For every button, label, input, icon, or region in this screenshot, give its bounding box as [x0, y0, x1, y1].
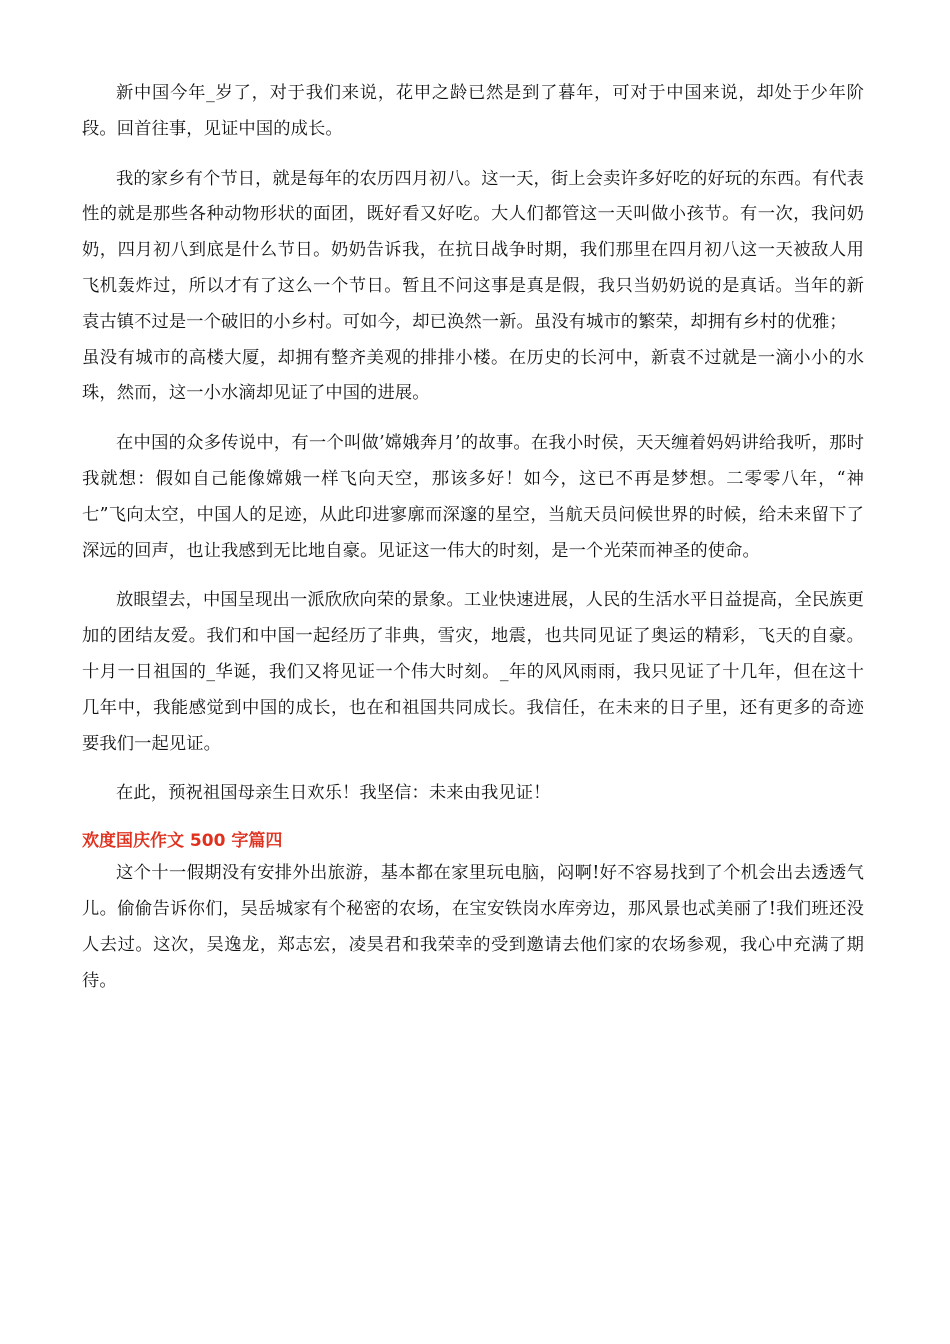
paragraph-intro: 新中国今年_岁了，对于我们来说，花甲之龄已然是到了暮年，可对于中国来说，却处于少年阶段。回首往事，见证中国的成长。 [82, 83, 864, 139]
paragraph-farm-trip: 这个十一假期没有安排外出旅游，基本都在家里玩电脑，闷啊!好不容易找到了个机会出去透透气儿。偷偷告诉你们，吴岳城家有个秘密的农场，在宝安铁岗水库旁边，那风景也忒美丽了!我们班还没人去过。这次，吴逸龙，郑志宏，凌昊君和我荣幸的受到邀请去他们家的农场参观，我心中充满了期待。 [82, 863, 864, 991]
document-page [82, 76, 864, 999]
paragraph-birthday-wish: 在此，预祝祖国母亲生日欢乐！我坚信：未来由我见证！ [116, 783, 551, 804]
paragraph-hometown-festival: 我的家乡有个节日，就是每年的农历四月初八。这一天，街上会卖许多好吃的好玩的东西。有代表性的就是那些各种动物形状的面团，既好看又好吃。大人们都管这一天叫做小孩节。有一次，我问奶奶，四月初八到底是什么节日。奶奶告诉我，在抗日战争时期，我们那里在四月初八这一天被敌人用飞机轰炸过，所以才有了这么一个节日。暂且不问这事是真是假，我只当奶奶说的是真话。当年的新袁古镇不过是一个破旧的小乡村。可如今，却已涣然一新。虽没有城市的繁荣，却拥有乡村的优雅； [82, 168, 864, 332]
paragraph-xinyuan: 虽没有城市的高楼大厦，却拥有整齐美观的排排小楼。在历史的长河中，新袁不过就是一滴小小的水珠，然而，这一小水滴却见证了中国的进展。 [82, 347, 864, 404]
paragraph-gap [82, 412, 864, 426]
paragraph-gap [82, 569, 864, 583]
paragraph-shenqi: 在中国的众多传说中，有一个叫做’嫦娥奔月’的故事。在我小时侯，天天缠着妈妈讲给我听，那时我就想：假如自己能像嫦娥一样飞向天空，那该多好！如今，这已不再是梦想。二零零八年，“神七”飞向太空，中国人的足迹，从此印进寥廓而深邃的星空，当航天员问候世界的时候，给未来留下了深远的回声，也让我感到无比地自豪。见证这一伟大的时刻，是一个光荣而神圣的使命。 [82, 433, 864, 561]
paragraph-china-prosperity: 放眼望去，中国呈现出一派欣欣向荣的景象。工业快速进展，人民的生活水平日益提高，全民族更加的团结友爱。我们和中国一起经历了非典，雪灾，地震，也共同见证了奥运的精彩，飞天的自豪。十月一日祖国的_华诞，我们又将见证一个伟大时刻。_年的风风雨雨，我只见证了十几年，但在这十几年中，我能感觉到中国的成长，也在和祖国共同成长。我信任，在未来的日子里，还有更多的奇迹要我们一起见证。 [82, 590, 864, 754]
paragraph-gap [82, 148, 864, 162]
section-heading: 欢度国庆作文 500 字篇四 [82, 831, 283, 852]
paragraph-gap [82, 762, 864, 776]
paragraph-gap [82, 812, 864, 826]
